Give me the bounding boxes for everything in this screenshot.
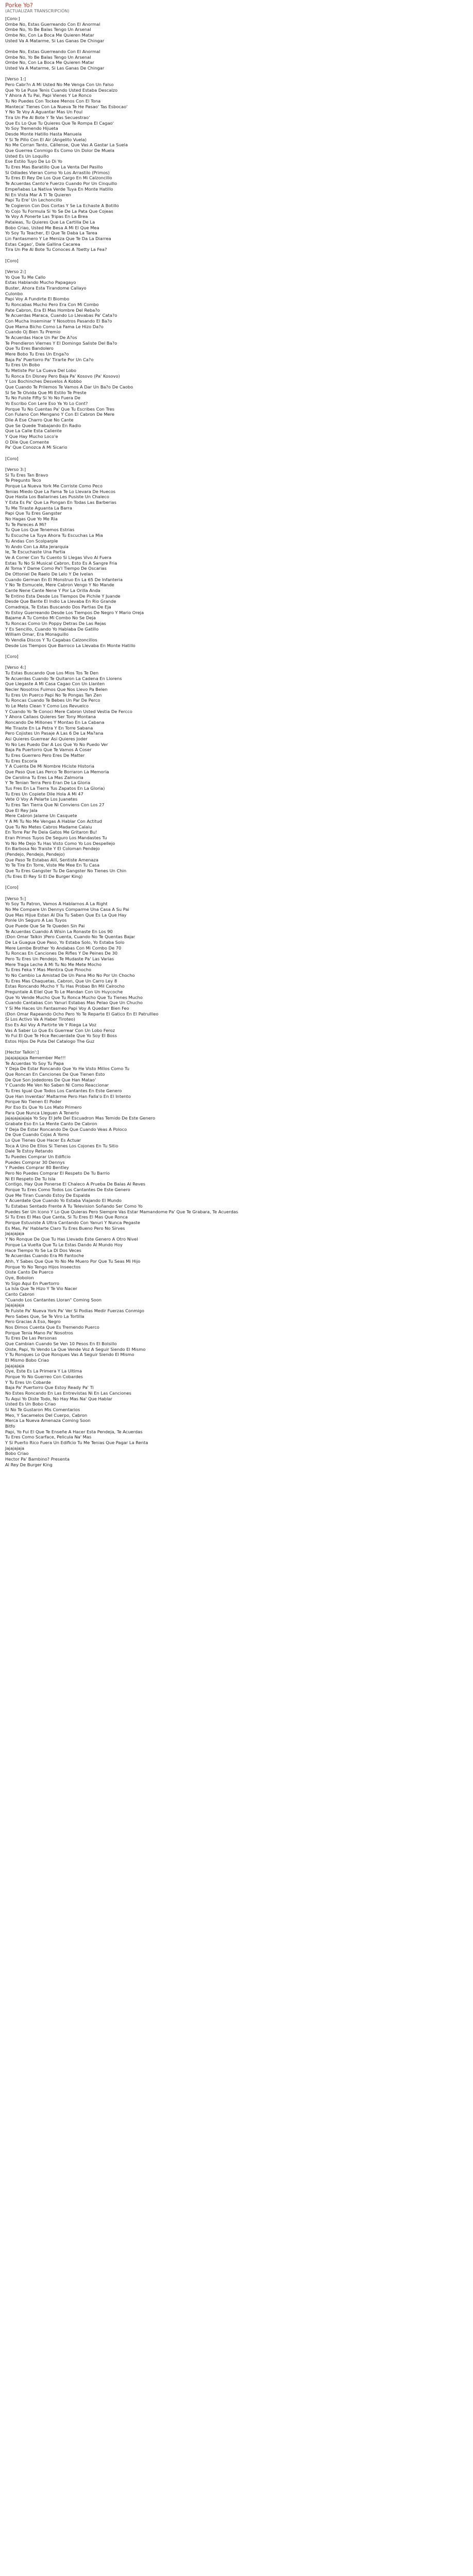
song-title: Porke Yo? xyxy=(5,2,33,9)
lyrics-page xyxy=(5,2,464,1467)
lyrics-text: [Coro:] Ombe No, Estas Guerreando Con El Anormal Ombe No, Yo Be Balas Tengo Un Arsenal Ombe No, Con La Boca Me Quieren Matar Usted Va A Matarme, Si Las Ganas De Chingar Ombe No, Estas Guerreando Con El Anormal Ombe No, Yo Be Balas Tengo Un Arsenal Ombe No, Con La Boca Me Quieren Matar Usted Va A Matarme, Si Las Ganas De Chingar [Verso 1:] Pero Cabr?n A Mi Usted No Me Venga Con Un Falso Que Yo Le Puse Tenis Cuando Usted Estaba Descalzo Y Ahora A Tu Pai, Papi Vienes Y Le Ronco Tu No Puedes Con Tockee Menos Con El Tona Manteca' Tienes Con La Nueva Te He Pasao' Tas Esbocao' Y No Te Voy A Aguantar Mas Un Foul Tira Un Pie Al Bote Y Te Vas Secuestrao' Que Es Lo Que Tu Quieres Que Te Rompa El Cagao' Yo Soy Tremendo Hijueta Desde Monte Hatillo Hasta Manuela Y Si Te Pillo Con El Air (Angelito Vuela) No Me Corran Tanto, Cállense, Que Vas A Gastar La Suela Que Guerrea Conmigo Es Como Un Dolor De Muela Usted Es Un Loquillo Ese Estilo Tuyo De Lo Di Yo Tu Eres Mas Baratillo Que La Venta Del Pasillo Si Odiades Vieran Como Yo Los Arrastilo (Primos) Tu Eres El Rey De Los Que Cargo En Mi Calzoncillo Te Acuerdas Canto'e Fuerzo Cuando Por Un Cinquillo Empeñabas La Nativa Verde Tuya En Monte Hatillo Ni En Vista Mar A Ti Te Quieren Papi Tu Ere' Un Lechoncillo Te Cogieron Con Dos Cortas Y Se La Echaste A Botillo Yo Cojo Tu Formula Si Yo Se De La Pata Que Cojeas Ya Voy A Ponerte Las Tripas En La Brea Pataleas, Tu Quieres Que La Cartilla De La Bobo Criao, Usted Me Besa A Mi El Que Mea Yo Soy Tu Teacher, El Que Te Daba La Tarea Lin Fantasmero Y Le Meniza Que Te Da La Diarrea Estas Cagao', Dale Gallina Cacarea Tira Un Pie Al Bote Tu Conoces A ?betty La Fea? [Coro] [Verso 2:] Yo Que Tu Me Callo Estas Hablando Mucho Papagayo Buster, Ahora Esta Tirandome Callayo Culonbo Papi Voy A Fundirte El Biombo Tu Roncabas Mucho Pero Era Con Mi Combo Pate Cabron, Era El Mas Hombre Del Reba?o Te Acuerdas Maraca, Cuando Lo Llevabas Pa' Cata?o Con Mucha Inseminar Y Nosotros Pasando El Ba?o Que Mama Bicho Como La Fama Le Hizo Da?o Cuando Oj Bien Tu Premio Te Acuerdas Hace Un Par De A?os Te Prendieron Viernes Y El Domingo Saliste Del Ba?o Que Tu Eres Bandolero Mere Bobo Tu Eres Un Enga?o Baja Pa' Puertorro Pa' Tirarte Por Un Ca?o Tu Eres Un Bobo Tu Metiste Por La Cueva Del Lobo Tu Ronca En Disney Pero Baja Pa' Kosovo (Pa' Kosovo) Y Los Bochinches Desvelos A Kobbo Que Cuando Te Prilemos Te Vamos A Dar Un Ba?o De Caobo Si Se Te Olvida Que Mi Estilo Te Preste Tu No Fuiste Fifty Si Yo No Fuera De Yo Escribo Con Lere Eso Ya Yo Lo Cont? Porque Tu No Cuentas Pa' Que Tu Escribes Con Tres Con Fulano Con Mengano Y Con El Cabron De Mere Dile A Ese Charro Que No Cante Que Se Quede Trabajando En Radio Que La Calle Esta Caliente Y Que Hay Mucho Loco'e O Dile Que Comente Pa' Que Conozca A Mi Sicario [Coro] [Verso 3:] Si Tu Eres Tan Bravo Te Pregunto Teco Porque La Nueva York Me Corriste Como Peco Tenias Miedo Que La Fama Te Lo Llevara De Huecos Que Hasta Los Bailarines Les Pusiste Un Chaleco Y Esta Es Pa' Que La Pongan En Todas Las Barberias Tu Me Tiraste Aguanta La Barra Papi Que Tu Eres Gangster No Hagas Que Yo Me Ria Tu Te Pareces A Mi? Tu Que Los Que Tenemos Estrias Tu Escuche La Tuya Ahora Tu Escuchas La Mia Tu Andas Con Scolparple Yo Ando Con La Alta Jerarquia Ie, Te Escuchaste Una Partia Ve A Correr Con Tu Cuento Si Llegas Vivo Al Fuera Estas Tu No Si Musical Cabron, Esto Es A Sangre Fria Al Toma Y Dame Como Pa'l Tiempo De Oscarias De Ottoniel De Raelo De Lelo Y De Ivelan Cuando German En El Monstruo En La 65 De Infanteria Y No Te Esmucele, Mere Cabron Vengo Y No Mande Cante Nene Cante Nene Y Por La Orilla Anda Te Entino Esta Desde Los Tiempos De Pichile Y Juande Desde Que Bante El Indio La Llevaba En Rio Grande Comadreja, Te Estas Buscando Dos Partias De Eja Yo Estoy Guerreando Desde Los Tiempos De Negro Y Mario Oreja Bajame A Tu Combo Mi Combo No Se Deja Tu Roncas Como Un Poppy Detras De Las Rejas Y Es Sencillo, Cuando Yo Hablaba De Gatillo William Omar, Era Monaguillo Yo Vendia Discos Y Tu Cagabas Calzoncillos Desde Los Tiempos Que Barroco La Llevaba En Monte Hatillo [Coro] [Verso 4:] Tu Estas Buscando Que Los Mios Tos Te Den Te Acuerdas Cuando Te Quitaron La Cadena En Llorens Que Llegaste A Mi Casa Cagao Con Un Llanten Necler Nosotros Fuimos Que Nos Llevo Pa Belen Tu Eres Un Puerco Papi No Te Pongas Tan Zen Tu Roncas Cuando Te Bebes Un Par De Perco Yo Le Meto Clean Y Como Los Revuelco Y Cuando Yo Te Conoci Mere Cabron Usted Vestia De Fercco Y Ahora Callaos Quieres Ser Tony Montana Roncando De Millones Y Montao En La Cabana Me Tiraste En La Petra Y En Torre Sabana Pero Cojistes Un Pasaje A Las 6 De La Ma?ana Asi Quieres Guerrear Asi Quieres Joder Yo No Les Puedo Dar A Los Que Yo No Puedo Ver Baja Pa Puertorro Que Te Vamos A Coser Tu Eres Guerrero Pero Eres De Matter Tu Eres Escoria Y A Cuenta De Mi Nombre Hiciste Historia Que Paso Que Las Perco Te Borraron La Memoria De Carolina Tu Eres La Mas Zalmoria Y Te Tenian Terra Pero Eran De La Gloria Tus Fres En La Tierra Tus Zapatos En La Gloria) Tu Eres Un Copiete Dile Hola A Mi 47 Vete O Voy A Pelarte Los Juanetes Tu Eres Tan Tierra Que Ni Conviens Con Los 27 Que El Rey Jala Mere Cabron Jalame Un Casquete Y A Mi Tu No Me Vengas A Hablar Con Actitud Que Tu No Metes Cabros Madame Calaiu En Torre Par Pe Dela Gatos Me Gritaron Bu! Eran Primos Tuyos De Seguro Los Mandastes Tu Yo No Me Dejo Tu Has Visto Como Yo Los Despellejo En Barbosa No Traiste Y El Coloman Pendejo (Pendejo, Pendejo, Pendejo) Que Paso Te Estabas Allí, Sentiste Amenaza Yo Te Tire En Torre, Viste Me Mee En Tu Casa Que Tu Eres Gangster Tu De Gangster No Tienes Un Chin (Tu Eres El Rey Si El De Burger King) [Coro] [Verso 5:] Yo Soy Tu Patron, Vamos A Hablarnos A La Right No Me Compare Un Dennys Comparme Una Casa A Su Pai Que Mas Hijue Estan Al Dia Tu Saben Que Es La Que Hay Ponle Un Seguro A Las Tuyos Que Puede Que Se Te Queden Sin Pai Te Acuerdas Cuando A Wisin La Ronaste En Los 90 (Don Omar Talkin )Pero Cuenta, Cuando No Te Quentas Bajar De La Guagua Que Paso, Yo Estaba Solo, Yo Estaba Solo Mere Lembe Brother Yo Andabas Con Mi Combo De 70 Tu Roncas En Canciones De Rifles Y De Peines De 30 Pero Tu Eres Un Pendejo, Te Mudaste Pa' Las Varias Mere Traga Leche A Mi Tu No Me Mete Mocho Tu Eres Feka Y Mas Mentira Que Pinocho Yo No Cambio La Amistad De Un Pana Mio No Por Un Chocho Tu Eres Mas Chaquetas, Cabron, Que Un Carro Ley 8 Estas Roncando Mucho Y Tu Has Probao Bn Mil Calrocho Preguntale A Eliel Que To Le Mandan Con Un Huycoche Que Yo Vende Mucho Que Tu Ronca Mucho Que Tu Tienes Mucho Cuando Cantabas Con Yanuri Estabas Mas Pelao Que Un Chucho Y Si Me Haces Un Fantasmeo Papi Voy A Quedarr Bien Feo (Don Omar Rapeando Ocho Pero Yo Te Reparte El Gatico En El Patrullleo Si Los Activo Va A Haber Tiroteo) Eso Es Asi Voy A Partirte Ve Y Riega La Voz Vas A Saber Lo Que Es Guerrear Con Un Lobo Feroz Yo Fui El Que Te Hice Recuerdate Que Yo Soy El Boss Estos Hijos De Puta Del Catalogo The Guz [Hector Talkin':] Jajajajajaja Remember Me!!! Te Acuerdas Yo Soy Tu Papa Y Deja De Estar Roncando Que Yo He Visto Millos Como Tu Que Roncan En Canciones De Que Tienen Esto De Que Son Jodedores De Que Han Matao' Y Cuando Me Ven No Saben Ni Como Reaccionar Tu Eres Igual Que Todos Los Cantantes En Este Genero Que Han Inventao' Maltarme Pero Han Falla'o En El Intento Porque No Tienen El Poder Por Eso Es Que Yo Los Mato Primero Para Que Nunca Lleguen A Tenerlo Jajajajajajaja Yo Soy El Jefe Del Escuadron Mas Temido De Este Genero Grabate Eso En La Mente Canto De Cabron Y Deja De Estar Roncando De Que Cuando Veas A Poloco De Que Cuando Cojas A Yomo Lo Que Tienes Que Hacer Es Actuar Toca A Uno De Ellos Si Tienes Los Cojones En Tu Sitio Dale Te Estoy Retando Tu Puedes Comprar Un Edificio Puedes Comprar 30 Dennys Y Puedes Comprar 80 Bentley Pero No Puedes Comprar El Respeto De Tu Barrio Ni El Respeto De Tu Isla Contigo, Hay Que Ponerse El Chaleco A Prueba De Balas Al Reves Porque Tu Eres Como Todos Los Cantantes De Este Genero Que Me Tiran Cuando Estoy De Espalda Y Acuerdate Que Cuando Yo Estaba Viajando El Mundo Tu Estabas Sentado Frente A Tu Television Soñando Ser Como Yo Puedes Ser Un Icono Y Lo Que Quieras Pero Siempre Vas Estar Mamandome Pa' Que Te Grabara, Te Acuerdas Si Tu Eres El Mas Que Canta, Si Tu Eres El Mas Que Ronca Porque Estuviste A Ultra Cantando Con Yanuri Y Nunca Pegaste Es Mas, Pa' Hablarte Claro Tu Eres Bueno Pero No Sirves Jajajajaja Y No Ronque De Que Tu Has Llevado Este Genero A Otro Nivel Porque La Vuelta Que Tu Le Estas Dando Al Mundo Hoy Hace Tiempo Yo Se La Di Dos Veces Te Acuerdas Cuando Era Mi Fantoche Ahh, Y Sabes Que Que Yo No Me Muero Por Que Tu Seas Mi Hijo Porque Yo No Tengo Hijos Inseectos Oiste Canto De Puerco Oye, Bobolon Yo Sigo Aqui En Puertorro La Isla Que Te Hizo Y Te Vio Nacer Canto Cabron "Cuando Los Cantantes Lloran" Coming Soon Jajajajaja Te Fuiste Pa' Nueva York Pa' Ver Si Podias Medir Fuerzas Conmigo Pero Sabes Que, Se Te Viro La Tortilla Pero Gracias A Eso, Negro Nos Dimos Cuenta Que Es Tremendo Puerco Porque Tenia Mano Pa' Nosotros Tu Eres De Las Personas Que Cambian Cuando Se Ven 10 Pesos En El Bolsillo Oiste, Papi, Yo Vendo La Que Vende Voz A Seguir Siendo El Mismo Y Tu Ronques Lo Que Ronques Vas A Seguir Siendo El Mismo El Mismo Bobo Criao Jajajajaja Oye, Este Es La Primera Y La Ultima Porque Yo No Guerreo Con Cobardes Y Tu Eres Un Cobarde Baja Pa' Puertorro Que Estoy Ready Pa' Ti No Estes Roncando En Las Entrevistas Ni En Las Canciones Tu Aqui Yo Diste Todo, No Hay Mas Na' Que Hablar Usted Es Un Bobo Criao Si No Te Gustaron Mis Comentarios Meo, Y Sacamelos Del Cuerpo, Cabron Merca La Nueva Amenaza Coming Soon Bitfo Papi, Yo Fui El Que Te Enseñe A Hacer Esta Pendeja, Te Acuerdas Tu Eres Como Scarface, Pelicula Na' Mas Y Si Puerto Rico Fuera Un Edificio Tu Me Tenias Que Pagar La Renta Jajajajaja Bobo Criao Hector Pa' Bambino? Presenta Al Rey De Burger King xyxy=(5,16,239,1467)
song-subtitle: (ACTUALIZAR TRANSCRIPCIÓN) xyxy=(5,9,70,13)
